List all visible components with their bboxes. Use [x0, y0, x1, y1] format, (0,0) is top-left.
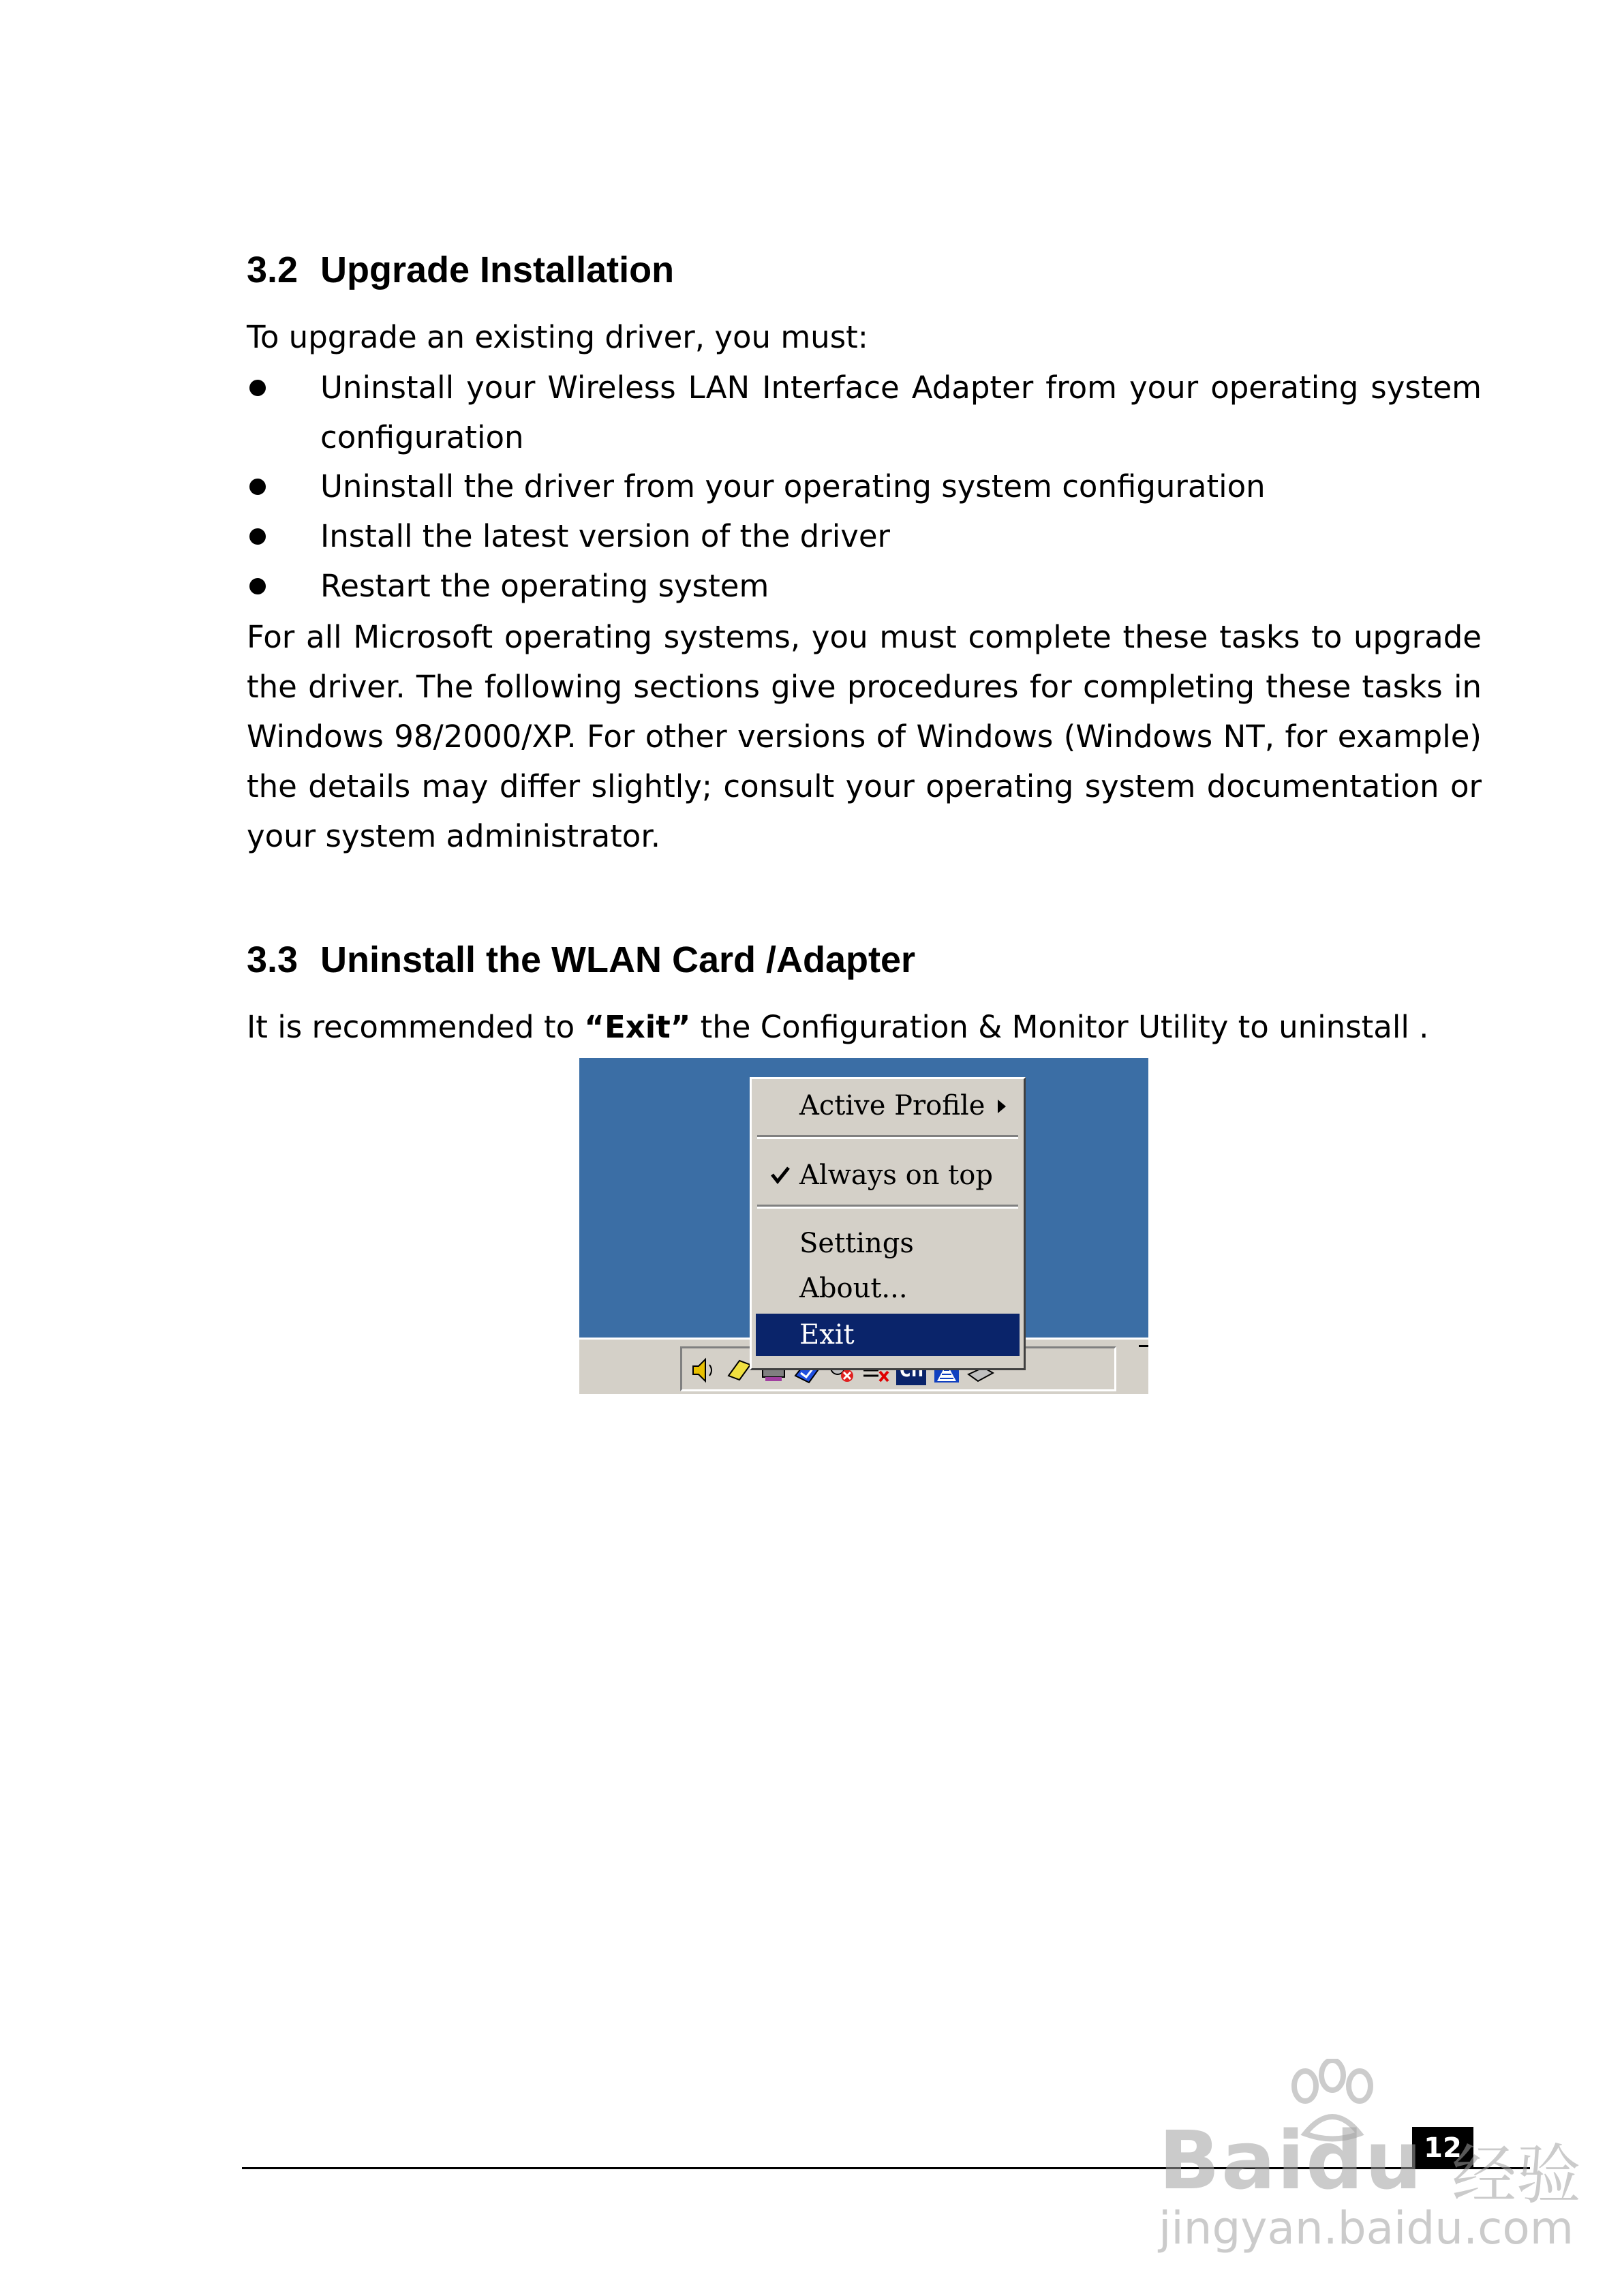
- watermark-url: jingyan.baidu.com: [1159, 2202, 1574, 2254]
- instruction-exit-keyword: “Exit”: [584, 1009, 691, 1045]
- bullet-icon: [249, 528, 266, 545]
- list-item: [247, 363, 1482, 462]
- menu-separator: [757, 1205, 1018, 1209]
- menu-item-settings[interactable]: [756, 1222, 1020, 1265]
- list-item-text: Install the latest version of the driver: [320, 518, 891, 554]
- context-menu-screenshot: [579, 1058, 1148, 1394]
- bullet-icon: [249, 479, 266, 495]
- menu-item-label: About...: [799, 1273, 908, 1304]
- watermark-cn: 经验: [1452, 2138, 1582, 2213]
- menu-item-label: Always on top: [799, 1160, 993, 1191]
- menu-item-label: Exit: [799, 1319, 855, 1350]
- menu-separator: [757, 1135, 1018, 1139]
- uninstall-instruction: [247, 1002, 1482, 1052]
- menu-item-label: Settings: [799, 1228, 914, 1259]
- section-title: Uninstall the WLAN Card /Adapter: [320, 939, 916, 980]
- menu-item-active-profile[interactable]: [756, 1085, 1020, 1127]
- list-item-text: Restart the operating system: [320, 568, 769, 604]
- section-number: 3.3: [247, 939, 299, 980]
- instruction-text: It is recommended to: [247, 1009, 585, 1045]
- list-item: [247, 561, 1482, 611]
- checkmark-icon: [767, 1154, 794, 1196]
- bullet-icon: [249, 578, 266, 594]
- section-title: Upgrade Installation: [320, 250, 675, 290]
- speaker-icon[interactable]: [689, 1355, 719, 1385]
- menu-item-always-on-top[interactable]: [756, 1154, 1020, 1196]
- list-item-text: Uninstall the driver from your operating system configuration: [320, 468, 1266, 504]
- submenu-arrow-icon: [998, 1100, 1006, 1113]
- section-number: 3.2: [247, 250, 299, 290]
- upgrade-intro: To upgrade an existing driver, you must:: [247, 319, 868, 355]
- list-item: [247, 462, 1482, 511]
- tray-context-menu: [750, 1077, 1026, 1370]
- menu-item-exit[interactable]: [756, 1314, 1020, 1356]
- instruction-text: the Configuration & Monitor Utility to uninstall .: [690, 1009, 1429, 1045]
- menu-item-label: Active Profile: [799, 1090, 985, 1121]
- list-item-text: Uninstall your Wireless LAN Interface Adapter from your operating system configuration: [320, 369, 1482, 455]
- menu-item-about[interactable]: [756, 1267, 1020, 1310]
- list-item: [247, 511, 1482, 561]
- taskbar-edge: [1139, 1345, 1148, 1347]
- bullet-icon: [249, 380, 266, 396]
- section-heading-uninstall: [247, 938, 915, 982]
- upgrade-paragraph: For all Microsoft operating systems, you must complete these tasks to upgrade the driver. The following sections give procedures for completing these tasks in Windows 98/2000/XP. For other versions of Windows (Windows NT, for example) the details may differ slightly; consult your operating system documentation or your system administrator.: [247, 619, 1482, 854]
- page-number: 12: [1412, 2127, 1473, 2169]
- watermark-brand: Baidu: [1159, 2113, 1424, 2207]
- section-heading-upgrade: [247, 248, 674, 292]
